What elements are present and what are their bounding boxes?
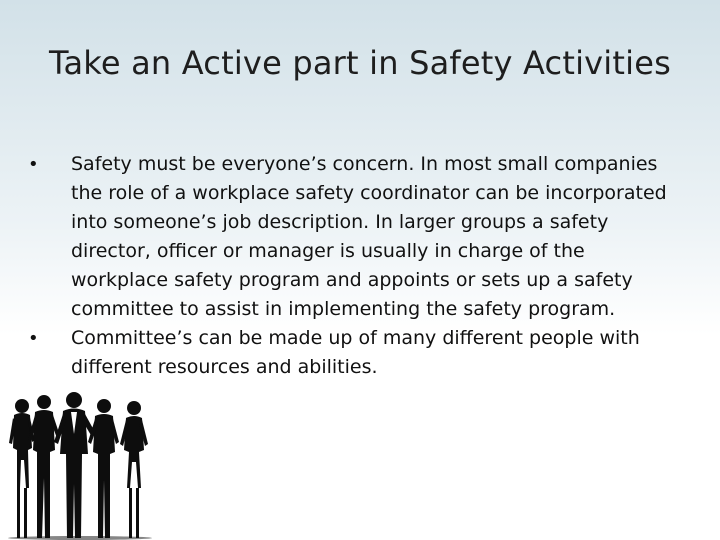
- business-people-silhouette-icon: [8, 388, 158, 540]
- bullet-marker: •: [28, 154, 39, 175]
- bullet-list: [28, 150, 678, 382]
- bullet-text: Safety must be everyone’s concern. In most small companies the role of a workplace safety coordinator can be incorporated into someone’s job description. In larger groups a safety director, officer or manager is usually in charge of the workplace safety program and appoints or sets up a safety committee to assist in implementing the safety program.: [71, 153, 667, 320]
- slide-title: Take an Active part in Safety Activities: [49, 44, 671, 82]
- bullet-marker: •: [28, 328, 39, 349]
- bullet-item: [28, 150, 678, 324]
- bullet-item: [28, 324, 678, 382]
- bullet-text: Committee’s can be made up of many different people with different resources and abilities.: [71, 327, 640, 378]
